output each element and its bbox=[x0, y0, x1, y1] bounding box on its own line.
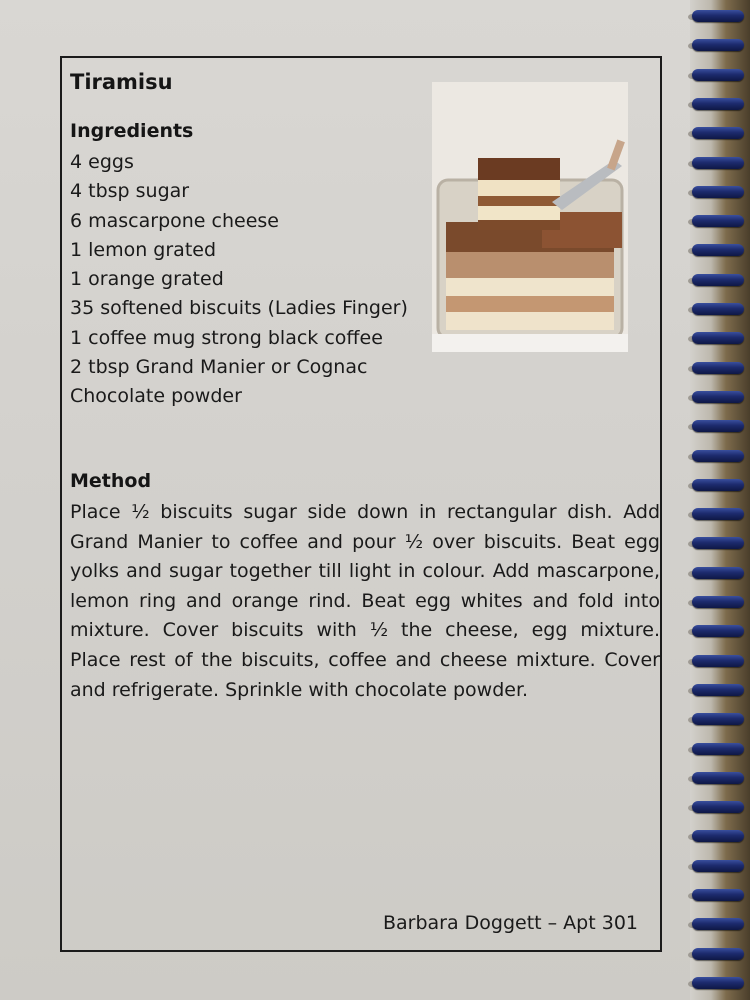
coil-loop bbox=[692, 596, 744, 608]
coil-loop bbox=[692, 215, 744, 227]
method-text: Place ½ biscuits sugar side down in rectangular dish. Add Grand Manier to coffee and pour ½ over biscuits. Beat egg yolks and sugar together till light in colour. Add mascarpone, lemon ring and orange rind. Beat egg whites and fold into mixture. Cover biscuits with ½ the cheese, egg mixture. Place rest of the biscuits, coffee and cheese mixture. Cover and refrigerate. Sprinkle with chocolate powder. bbox=[70, 501, 660, 701]
ingredient-item: 4 tbsp sugar bbox=[70, 180, 190, 203]
spiral-coil bbox=[688, 96, 750, 114]
spiral-coil bbox=[688, 448, 750, 466]
ingredient-item: 6 mascarpone cheese bbox=[70, 209, 279, 232]
ingredient-item: 35 softened biscuits (Ladies Finger) bbox=[70, 297, 408, 320]
coil-loop bbox=[692, 508, 744, 520]
spiral-coil bbox=[688, 653, 750, 671]
coil-loop bbox=[692, 420, 744, 432]
coil-loop bbox=[692, 860, 744, 872]
coil-loop bbox=[692, 39, 744, 51]
spiral-coil bbox=[688, 8, 750, 26]
coil-loop bbox=[692, 684, 744, 696]
coil-loop bbox=[692, 303, 744, 315]
spiral-coil bbox=[688, 125, 750, 143]
ingredients-heading: Ingredients bbox=[70, 120, 194, 142]
ingredient-item: 4 eggs bbox=[70, 151, 134, 173]
tiramisu-illustration bbox=[432, 82, 628, 352]
coil-loop bbox=[692, 625, 744, 637]
spiral-coil bbox=[688, 682, 750, 700]
coil-loop bbox=[692, 450, 744, 462]
coil-loop bbox=[692, 274, 744, 286]
coil-loop bbox=[692, 889, 744, 901]
coil-loop bbox=[692, 127, 744, 139]
coil-loop bbox=[692, 918, 744, 930]
ingredient-item: 1 orange grated bbox=[70, 268, 224, 291]
coil-loop bbox=[692, 10, 744, 22]
spiral-coil bbox=[688, 916, 750, 934]
ingredient-item: 1 coffee mug strong black coffee bbox=[70, 326, 383, 349]
coil-loop bbox=[692, 801, 744, 813]
tiramisu-photo-icon bbox=[432, 82, 628, 352]
coil-loop bbox=[692, 948, 744, 960]
spiral-coil bbox=[688, 887, 750, 905]
coil-loop bbox=[692, 743, 744, 755]
spiral-coil bbox=[688, 711, 750, 729]
spiral-coil bbox=[688, 389, 750, 407]
coil-loop bbox=[692, 977, 744, 989]
spiral-coil bbox=[688, 506, 750, 524]
spiral-coil bbox=[688, 594, 750, 612]
spiral-coil bbox=[688, 301, 750, 319]
coil-loop bbox=[692, 332, 744, 344]
spiral-coil bbox=[688, 213, 750, 231]
recipe-card bbox=[60, 56, 662, 952]
spiral-coil bbox=[688, 623, 750, 641]
spiral-coil bbox=[688, 535, 750, 553]
coil-loop bbox=[692, 391, 744, 403]
spiral-coil bbox=[688, 799, 750, 817]
spiral-coil bbox=[688, 360, 750, 378]
coil-loop bbox=[692, 537, 744, 549]
spiral-coil bbox=[688, 741, 750, 759]
spiral-coil bbox=[688, 828, 750, 846]
spiral-coil bbox=[688, 37, 750, 55]
spiral-coil bbox=[688, 272, 750, 290]
coil-loop bbox=[692, 713, 744, 725]
spiral-coil bbox=[688, 242, 750, 260]
coil-loop bbox=[692, 98, 744, 110]
author-line: Barbara Doggett – Apt 301 bbox=[382, 912, 638, 934]
spiral-coil bbox=[688, 946, 750, 964]
coil-loop bbox=[692, 830, 744, 842]
coil-loop bbox=[692, 244, 744, 256]
ingredient-item: 1 lemon grated bbox=[70, 238, 217, 261]
spiral-coil bbox=[688, 975, 750, 993]
spiral-coil bbox=[688, 330, 750, 348]
coil-loop bbox=[692, 157, 744, 169]
spiral-coil bbox=[688, 770, 750, 788]
spiral-binding bbox=[690, 0, 750, 1000]
spiral-coil bbox=[688, 418, 750, 436]
coil-loop bbox=[692, 772, 744, 784]
coil-loop bbox=[692, 655, 744, 667]
spiral-coil bbox=[688, 565, 750, 583]
coil-loop bbox=[692, 479, 744, 491]
spiral-coil bbox=[688, 184, 750, 202]
recipe-title: Tiramisu bbox=[70, 70, 173, 94]
coil-loop bbox=[692, 186, 744, 198]
ingredients-list bbox=[70, 148, 408, 412]
ingredient-item: Chocolate powder bbox=[70, 385, 242, 408]
coil-loop bbox=[692, 69, 744, 81]
spiral-coil bbox=[688, 477, 750, 495]
spiral-coil bbox=[688, 858, 750, 876]
spiral-coil bbox=[688, 67, 750, 85]
ingredient-item: 2 tbsp Grand Manier or Cognac bbox=[70, 356, 368, 379]
spiral-coil bbox=[688, 155, 750, 173]
coil-loop bbox=[692, 567, 744, 579]
coil-loop bbox=[692, 362, 744, 374]
method-heading: Method bbox=[70, 470, 152, 492]
